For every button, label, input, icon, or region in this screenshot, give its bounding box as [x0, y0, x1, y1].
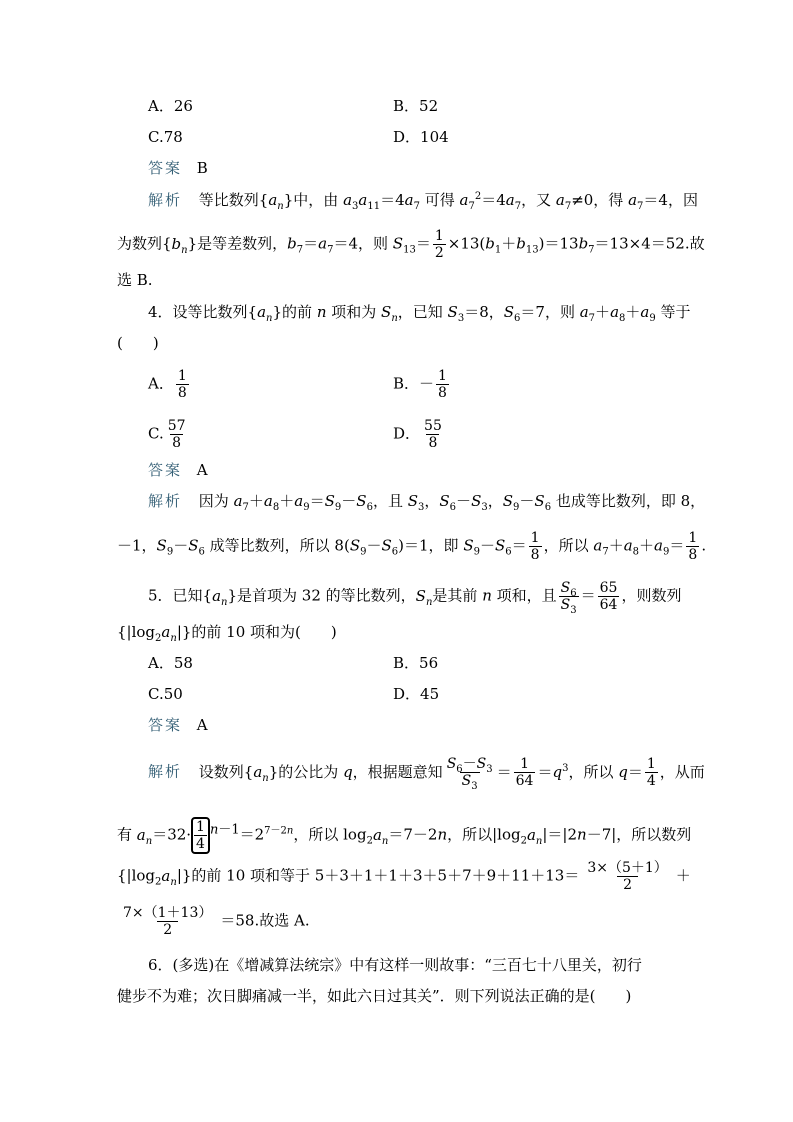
analysis-line: －1，$S_9-S_6$ 成等比数列，所以 $8(S_9-S_6)=1$，即 $S_9-S_6=$ $\frac{1}{8}$ ，所以 $a_7+a_8+a_9=$ $\frac{1}{8}$ . [117, 530, 707, 563]
answer-value: A [196, 716, 208, 734]
q4-option-a: A． $\frac{1}{8}$ [148, 368, 187, 401]
q4-answer [148, 460, 208, 480]
analysis-line: 选 B. [117, 271, 153, 289]
q3-option-b: B．52 [393, 97, 439, 115]
q3-option-d: D．104 [393, 128, 449, 146]
q5-option-b: B．56 [393, 654, 439, 672]
answer-value: A [196, 461, 208, 479]
q5-option-d: D．45 [393, 685, 440, 703]
q5-answer [148, 715, 208, 735]
analysis-label: 解析 [148, 762, 183, 781]
q4-option-b: B．－ $\frac{1}{8}$ [393, 368, 447, 401]
q3-option-c: C.78 [148, 128, 183, 146]
q5-option-c: C.50 [148, 685, 183, 703]
q3-option-a: A．26 [148, 97, 193, 115]
analysis-line: $\frac{7\times(1+13)}{2}$ ＝58.故选 A. [123, 905, 310, 938]
q4-option-d: D． $\frac{55}{8}$ [393, 418, 442, 451]
analysis-line: 有 $a_n=32\cdot$ $\frac{1}{4}$ $^{n-1}=2^{7-2n}$，所以 $\log_2a_n=7-2n$，所以$|\log_2a_n|=|2n-7|$，所以数列 [117, 819, 692, 852]
analysis-line: $\{|\log_2a_n|\}$的前 10 项和等于 5＋3＋1＋1＋3＋5＋7＋9＋11＋13＝ $\frac{3\times(5+1)}{2}$ ＋ [117, 860, 691, 893]
answer-label: 答案 [148, 159, 183, 177]
analysis-label: 解析 [148, 191, 183, 209]
answer-value: B [196, 159, 208, 177]
bracket-box: $\frac{1}{4}$ [191, 817, 210, 854]
analysis-line: 解析 设数列$\{a_n\}$的公比为 q，根据题意知 $\frac{S_6-S_3}{S_3}$ ＝ $\frac{1}{64}$ $=q^3$，所以 q＝ $\frac{1}{4}$ ，从而 [148, 756, 705, 792]
analysis-line: 解析 等比数列$\{a_n\}$中，由 $a_3a_{11}=4a_7$ 可得 $a_7^2=4a_7$，又 $a_7\ne 0$，得 $a_7=4$，因 [148, 191, 698, 212]
q3-answer [148, 158, 208, 178]
q4-option-c: C. $\frac{57}{8}$ [148, 418, 186, 451]
q5-option-a: A．58 [148, 654, 193, 672]
analysis-line: 解析 因为 $a_7+a_8+a_9=S_9-S_6$，且 $S_3$，$S_6-S_3$，$S_9-S_6$ 也成等比数列，即 8， [148, 492, 706, 513]
answer-label: 答案 [148, 716, 183, 734]
answer-label: 答案 [148, 461, 183, 479]
analysis-label: 解析 [148, 492, 183, 510]
analysis-line: 为数列$\{b_n\}$是等差数列，$b_7=a_7=4$，则 $S_{13}=$ $\frac{1}{2}$ $\times 13(b_1+b_{13})=13b_7=13\times 4=52$.故 [117, 228, 705, 261]
